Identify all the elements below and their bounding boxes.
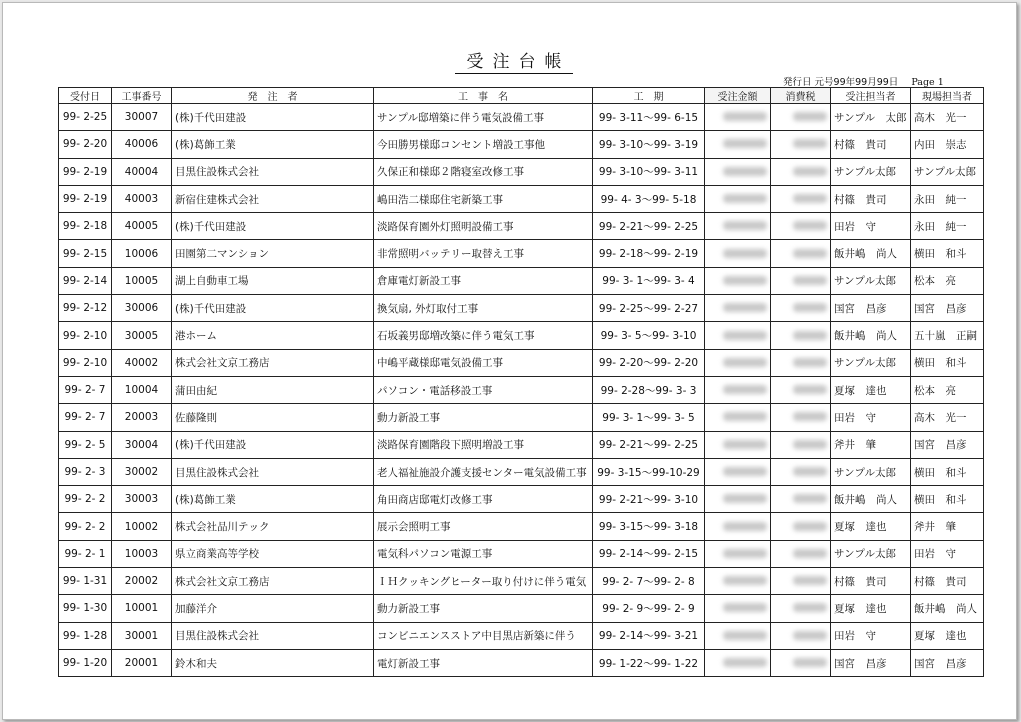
redacted-value — [723, 385, 767, 394]
row-client: 蒲田由紀 — [172, 376, 374, 403]
row-date: 99- 2-19 — [59, 185, 112, 212]
col-header-sales-staff: 受注担当者 — [831, 88, 911, 104]
row-site-staff: 横田 和斗 — [911, 458, 984, 485]
row-site-staff: 国宮 昌彦 — [911, 431, 984, 458]
row-tax-redacted — [771, 349, 831, 376]
redacted-value — [793, 276, 827, 285]
redacted-value — [793, 194, 827, 203]
row-date: 99- 2- 7 — [59, 404, 112, 431]
row-period: 99- 2- 7～99- 2- 8 — [593, 568, 705, 595]
table-row — [59, 622, 984, 649]
row-client: 港ホーム — [172, 322, 374, 349]
redacted-value — [723, 221, 767, 230]
redacted-value — [723, 194, 767, 203]
table-row — [59, 267, 984, 294]
redacted-value — [793, 412, 827, 421]
row-period: 99- 3-10～99- 3-19 — [593, 131, 705, 158]
col-header-date: 受付日 — [59, 88, 112, 104]
row-client: 県立商業高等学校 — [172, 540, 374, 567]
row-project-name: 淡路保育園外灯照明設備工事 — [374, 213, 593, 240]
row-project-no: 30003 — [112, 486, 172, 513]
row-period: 99- 3- 1～99- 3- 5 — [593, 404, 705, 431]
row-site-staff: 松本 亮 — [911, 376, 984, 403]
row-tax-redacted — [771, 376, 831, 403]
row-period: 99- 3-10～99- 3-11 — [593, 158, 705, 185]
row-project-no: 30004 — [112, 431, 172, 458]
page-number: Page 1 — [911, 77, 944, 88]
row-site-staff: 五十嵐 正嗣 — [911, 322, 984, 349]
row-order-amount-redacted — [705, 404, 771, 431]
table-row — [59, 104, 984, 131]
row-site-staff: 永田 純一 — [911, 185, 984, 212]
row-project-no: 40002 — [112, 349, 172, 376]
row-site-staff: 横田 和斗 — [911, 349, 984, 376]
row-sales-staff: サンプル太郎 — [831, 349, 911, 376]
redacted-value — [723, 631, 767, 640]
redacted-value — [793, 494, 827, 503]
row-project-name: 中嶋平蔵様邸電気設備工事 — [374, 349, 593, 376]
row-project-no: 40003 — [112, 185, 172, 212]
row-order-amount-redacted — [705, 595, 771, 622]
redacted-value — [793, 576, 827, 585]
row-client: 目黒住設株式会社 — [172, 622, 374, 649]
redacted-value — [723, 549, 767, 558]
row-project-no: 30007 — [112, 104, 172, 131]
row-tax-redacted — [771, 622, 831, 649]
row-tax-redacted — [771, 213, 831, 240]
redacted-value — [793, 549, 827, 558]
row-sales-staff: 田岩 守 — [831, 404, 911, 431]
col-header-period: 工 期 — [593, 88, 705, 104]
row-date: 99- 2- 7 — [59, 376, 112, 403]
row-project-name: 石坂義男邸増改築に伴う電気工事 — [374, 322, 593, 349]
redacted-value — [793, 331, 827, 340]
table-row — [59, 540, 984, 567]
row-tax-redacted — [771, 240, 831, 267]
col-header-site-staff: 現場担当者 — [911, 88, 984, 104]
row-date: 99- 2- 2 — [59, 486, 112, 513]
table-row — [59, 213, 984, 240]
row-client: 田園第二マンション — [172, 240, 374, 267]
row-date: 99- 1-28 — [59, 622, 112, 649]
row-site-staff: 松本 亮 — [911, 267, 984, 294]
redacted-value — [723, 167, 767, 176]
row-project-name: 今田勝男様邸コンセント増設工事他 — [374, 131, 593, 158]
row-sales-staff: 飯井嶋 尚人 — [831, 486, 911, 513]
row-date: 99- 2- 1 — [59, 540, 112, 567]
row-period: 99- 3-11～99- 6-15 — [593, 104, 705, 131]
row-project-name: 老人福祉施設介護支援センター電気設備工事 — [374, 458, 593, 485]
row-site-staff: 永田 純一 — [911, 213, 984, 240]
row-period: 99- 4- 3～99- 5-18 — [593, 185, 705, 212]
row-order-amount-redacted — [705, 458, 771, 485]
row-order-amount-redacted — [705, 213, 771, 240]
row-tax-redacted — [771, 322, 831, 349]
redacted-value — [723, 467, 767, 476]
row-tax-redacted — [771, 486, 831, 513]
row-date: 99- 1-20 — [59, 649, 112, 676]
row-project-name: ＩＨクッキングヒーター取り付けに伴う電気 — [374, 568, 593, 595]
row-site-staff: 村篠 貴司 — [911, 568, 984, 595]
table-row — [59, 240, 984, 267]
redacted-value — [793, 303, 827, 312]
row-site-staff: 国宮 昌彦 — [911, 295, 984, 322]
row-site-staff: 飯井嶋 尚人 — [911, 595, 984, 622]
row-period: 99- 2-18～99- 2-19 — [593, 240, 705, 267]
row-period: 99- 2-28～99- 3- 3 — [593, 376, 705, 403]
row-client: 目黒住設株式会社 — [172, 458, 374, 485]
row-date: 99- 2-25 — [59, 104, 112, 131]
table-row — [59, 131, 984, 158]
row-period: 99- 3- 5～99- 3-10 — [593, 322, 705, 349]
order-ledger-table — [58, 87, 984, 677]
row-date: 99- 2-18 — [59, 213, 112, 240]
row-period: 99- 3- 1～99- 3- 4 — [593, 267, 705, 294]
row-project-no: 20003 — [112, 404, 172, 431]
redacted-value — [723, 522, 767, 531]
row-tax-redacted — [771, 540, 831, 567]
row-sales-staff: 夏塚 達也 — [831, 595, 911, 622]
issue-date-label: 発行日 — [783, 77, 812, 88]
redacted-value — [723, 576, 767, 585]
row-site-staff: 斧井 肇 — [911, 513, 984, 540]
row-order-amount-redacted — [705, 540, 771, 567]
row-tax-redacted — [771, 131, 831, 158]
row-client: (株)千代田建設 — [172, 431, 374, 458]
row-date: 99- 2-19 — [59, 158, 112, 185]
row-project-name: 展示会照明工事 — [374, 513, 593, 540]
row-sales-staff: 村篠 貴司 — [831, 568, 911, 595]
row-client: (株)千代田建設 — [172, 295, 374, 322]
row-client: 新宿住建株式会社 — [172, 185, 374, 212]
redacted-value — [723, 276, 767, 285]
row-project-name: 動力新設工事 — [374, 404, 593, 431]
table-row — [59, 322, 984, 349]
redacted-value — [723, 603, 767, 612]
table-row — [59, 595, 984, 622]
row-project-name: 淡路保育園階段下照明増設工事 — [374, 431, 593, 458]
row-order-amount-redacted — [705, 104, 771, 131]
row-project-name: 嶋田浩二様邸住宅新築工事 — [374, 185, 593, 212]
table-row — [59, 185, 984, 212]
redacted-value — [723, 412, 767, 421]
table-row — [59, 376, 984, 403]
col-header-order-amount: 受注金額 — [705, 88, 771, 104]
row-client: (株)葛飾工業 — [172, 131, 374, 158]
table-row — [59, 568, 984, 595]
row-project-name: 非常照明バッテリー取替え工事 — [374, 240, 593, 267]
row-period: 99- 2-21～99- 2-25 — [593, 431, 705, 458]
row-project-no: 10002 — [112, 513, 172, 540]
row-project-no: 30001 — [112, 622, 172, 649]
row-site-staff: 田岩 守 — [911, 540, 984, 567]
redacted-value — [793, 167, 827, 176]
redacted-value — [793, 603, 827, 612]
row-project-name: 動力新設工事 — [374, 595, 593, 622]
row-site-staff: 横田 和斗 — [911, 240, 984, 267]
redacted-value — [723, 494, 767, 503]
redacted-value — [723, 440, 767, 449]
col-header-client: 発 注 者 — [172, 88, 374, 104]
row-project-no: 10006 — [112, 240, 172, 267]
row-order-amount-redacted — [705, 568, 771, 595]
row-client: 鈴木和夫 — [172, 649, 374, 676]
row-date: 99- 2-10 — [59, 349, 112, 376]
issue-meta — [783, 74, 944, 88]
row-project-no: 40004 — [112, 158, 172, 185]
row-tax-redacted — [771, 458, 831, 485]
redacted-value — [723, 303, 767, 312]
row-period: 99- 2-25～99- 2-27 — [593, 295, 705, 322]
table-row — [59, 431, 984, 458]
row-site-staff: 高木 光一 — [911, 404, 984, 431]
row-sales-staff: 村篠 貴司 — [831, 185, 911, 212]
row-sales-staff: サンプル太郎 — [831, 458, 911, 485]
row-project-no: 40006 — [112, 131, 172, 158]
row-client: 株式会社文京工務店 — [172, 349, 374, 376]
row-date: 99- 2-14 — [59, 267, 112, 294]
redacted-value — [793, 522, 827, 531]
row-order-amount-redacted — [705, 376, 771, 403]
row-project-name: 倉庫電灯新設工事 — [374, 267, 593, 294]
row-sales-staff: 飯井嶋 尚人 — [831, 240, 911, 267]
row-sales-staff: 田岩 守 — [831, 213, 911, 240]
row-tax-redacted — [771, 649, 831, 676]
row-date: 99- 2-10 — [59, 322, 112, 349]
row-project-no: 30002 — [112, 458, 172, 485]
row-project-no: 30005 — [112, 322, 172, 349]
row-order-amount-redacted — [705, 486, 771, 513]
row-tax-redacted — [771, 295, 831, 322]
row-project-name: パソコン・電話移設工事 — [374, 376, 593, 403]
row-tax-redacted — [771, 185, 831, 212]
header-row — [59, 88, 984, 104]
row-tax-redacted — [771, 158, 831, 185]
table-row — [59, 649, 984, 676]
row-period: 99- 3-15～99-10-29 — [593, 458, 705, 485]
redacted-value — [793, 631, 827, 640]
row-order-amount-redacted — [705, 513, 771, 540]
redacted-value — [793, 221, 827, 230]
redacted-value — [793, 112, 827, 121]
document-title: 受注台帳 — [455, 47, 573, 74]
row-site-staff: 横田 和斗 — [911, 486, 984, 513]
redacted-value — [793, 358, 827, 367]
row-project-no: 10004 — [112, 376, 172, 403]
issue-date: 元号99年99月99日 — [814, 77, 899, 88]
row-site-staff: 国宮 昌彦 — [911, 649, 984, 676]
row-project-no: 30006 — [112, 295, 172, 322]
row-order-amount-redacted — [705, 240, 771, 267]
row-client: 湖上自動車工場 — [172, 267, 374, 294]
row-tax-redacted — [771, 568, 831, 595]
col-header-project-no: 工事番号 — [112, 88, 172, 104]
row-sales-staff: サンプル太郎 — [831, 267, 911, 294]
row-sales-staff: 村篠 貴司 — [831, 131, 911, 158]
redacted-value — [723, 658, 767, 667]
redacted-value — [793, 139, 827, 148]
table-row — [59, 458, 984, 485]
redacted-value — [793, 249, 827, 258]
row-order-amount-redacted — [705, 158, 771, 185]
row-date: 99- 2-12 — [59, 295, 112, 322]
row-project-no: 20001 — [112, 649, 172, 676]
row-project-no: 20002 — [112, 568, 172, 595]
col-header-project-name: 工 事 名 — [374, 88, 593, 104]
row-site-staff: サンプル太郎 — [911, 158, 984, 185]
row-period: 99- 3-15～99- 3-18 — [593, 513, 705, 540]
row-tax-redacted — [771, 513, 831, 540]
redacted-value — [723, 331, 767, 340]
row-client: (株)葛飾工業 — [172, 486, 374, 513]
table-row — [59, 404, 984, 431]
row-project-name: コンビニエンスストア中目黒店新築に伴う — [374, 622, 593, 649]
row-date: 99- 2- 2 — [59, 513, 112, 540]
row-project-name: サンプル邸増築に伴う電気設備工事 — [374, 104, 593, 131]
row-date: 99- 1-30 — [59, 595, 112, 622]
row-client: 佐藤隆則 — [172, 404, 374, 431]
row-period: 99- 1-22～99- 1-22 — [593, 649, 705, 676]
row-project-no: 10001 — [112, 595, 172, 622]
row-project-name: 電気科パソコン電源工事 — [374, 540, 593, 567]
row-sales-staff: 国宮 昌彦 — [831, 295, 911, 322]
row-order-amount-redacted — [705, 185, 771, 212]
row-project-no: 40005 — [112, 213, 172, 240]
table-row — [59, 513, 984, 540]
row-client: 目黒住設株式会社 — [172, 158, 374, 185]
row-client: (株)千代田建設 — [172, 213, 374, 240]
row-order-amount-redacted — [705, 622, 771, 649]
redacted-value — [723, 249, 767, 258]
row-project-name: 角田商店邸電灯改修工事 — [374, 486, 593, 513]
row-site-staff: 内田 崇志 — [911, 131, 984, 158]
row-period: 99- 2-21～99- 2-25 — [593, 213, 705, 240]
row-sales-staff: サンプル太郎 — [831, 540, 911, 567]
row-client: 株式会社文京工務店 — [172, 568, 374, 595]
row-order-amount-redacted — [705, 295, 771, 322]
row-sales-staff: サンプル 太郎 — [831, 104, 911, 131]
row-sales-staff: 国宮 昌彦 — [831, 649, 911, 676]
table-row — [59, 158, 984, 185]
row-period: 99- 2-14～99- 2-15 — [593, 540, 705, 567]
row-sales-staff: 田岩 守 — [831, 622, 911, 649]
row-client: 加藤洋介 — [172, 595, 374, 622]
redacted-value — [723, 112, 767, 121]
row-date: 99- 2- 3 — [59, 458, 112, 485]
row-order-amount-redacted — [705, 431, 771, 458]
row-period: 99- 2-20～99- 2-20 — [593, 349, 705, 376]
row-order-amount-redacted — [705, 267, 771, 294]
redacted-value — [793, 658, 827, 667]
table-row — [59, 486, 984, 513]
row-date: 99- 2-20 — [59, 131, 112, 158]
row-order-amount-redacted — [705, 322, 771, 349]
row-tax-redacted — [771, 431, 831, 458]
row-sales-staff: 夏塚 達也 — [831, 513, 911, 540]
row-project-no: 10003 — [112, 540, 172, 567]
redacted-value — [793, 440, 827, 449]
row-project-name: 久保正和様邸２階寝室改修工事 — [374, 158, 593, 185]
row-sales-staff: サンプル太郎 — [831, 158, 911, 185]
row-tax-redacted — [771, 267, 831, 294]
row-order-amount-redacted — [705, 131, 771, 158]
row-date: 99- 2- 5 — [59, 431, 112, 458]
redacted-value — [723, 139, 767, 148]
row-sales-staff: 夏塚 達也 — [831, 376, 911, 403]
redacted-value — [723, 358, 767, 367]
row-sales-staff: 飯井嶋 尚人 — [831, 322, 911, 349]
row-client: 株式会社品川テック — [172, 513, 374, 540]
table-row — [59, 349, 984, 376]
ledger-sheet — [2, 2, 1017, 720]
col-header-tax: 消費税 — [771, 88, 831, 104]
row-period: 99- 2-21～99- 3-10 — [593, 486, 705, 513]
ledger-body — [59, 104, 984, 677]
row-sales-staff: 斧井 肇 — [831, 431, 911, 458]
row-project-no: 10005 — [112, 267, 172, 294]
row-tax-redacted — [771, 104, 831, 131]
row-site-staff: 夏塚 達也 — [911, 622, 984, 649]
row-site-staff: 高木 光一 — [911, 104, 984, 131]
row-date: 99- 2-15 — [59, 240, 112, 267]
row-period: 99- 2- 9～99- 2- 9 — [593, 595, 705, 622]
row-tax-redacted — [771, 404, 831, 431]
row-project-name: 電灯新設工事 — [374, 649, 593, 676]
redacted-value — [793, 467, 827, 476]
row-project-name: 換気扇, 外灯取付工事 — [374, 295, 593, 322]
row-client: (株)千代田建設 — [172, 104, 374, 131]
row-tax-redacted — [771, 595, 831, 622]
redacted-value — [793, 385, 827, 394]
row-order-amount-redacted — [705, 349, 771, 376]
table-row — [59, 295, 984, 322]
row-date: 99- 1-31 — [59, 568, 112, 595]
row-order-amount-redacted — [705, 649, 771, 676]
row-period: 99- 2-14～99- 3-21 — [593, 622, 705, 649]
